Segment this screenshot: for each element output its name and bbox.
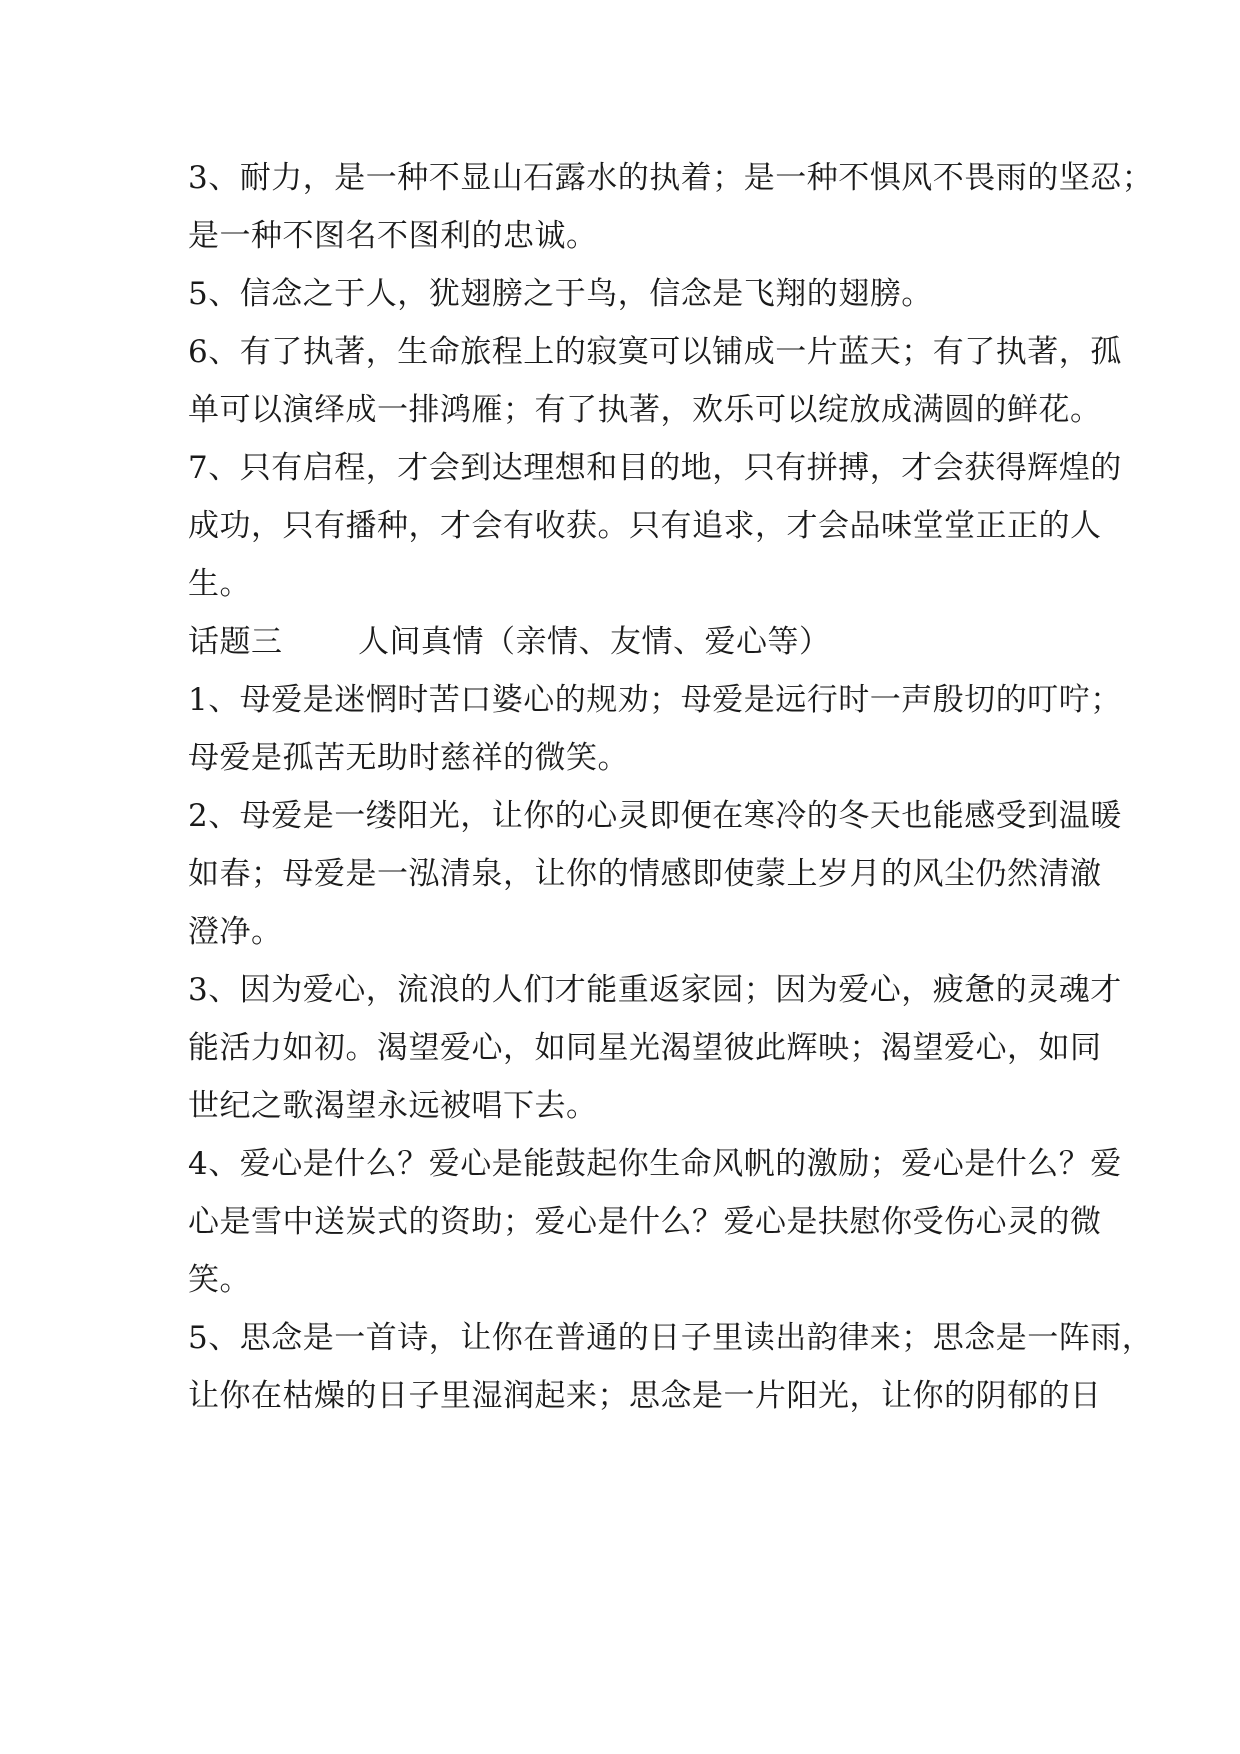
text-line: 成功，只有播种，才会有收获。只有追求，才会品味堂堂正正的人 xyxy=(188,508,1102,544)
text-line: 4、爱心是什么？爱心是能鼓起你生命风帆的激励；爱心是什么？爱 xyxy=(188,1146,1122,1182)
text-line: 是一种不图名不图利的忠诚。 xyxy=(188,218,598,254)
text-line: 笑。 xyxy=(188,1262,251,1298)
text-line: 5、信念之于人，犹翅膀之于鸟，信念是飞翔的翅膀。 xyxy=(188,276,933,312)
text-line: 3、因为爱心，流浪的人们才能重返家园；因为爱心，疲惫的灵魂才 xyxy=(188,972,1122,1008)
text-line: 心是雪中送炭式的资助；爱心是什么？爱心是扶慰你受伤心灵的微 xyxy=(188,1204,1102,1240)
text-line: 2、母爱是一缕阳光，让你的心灵即便在寒冷的冬天也能感受到温暖 xyxy=(188,798,1122,834)
text-line: 7、只有启程，才会到达理想和目的地，只有拼搏，才会获得辉煌的 xyxy=(188,450,1122,486)
text-line: 3、耐力，是一种不显山石露水的执着；是一种不惧风不畏雨的坚忍； xyxy=(188,160,1154,196)
topic-title: 人间真情（亲情、友情、爱心等） xyxy=(358,624,831,660)
text-line: 单可以演绎成一排鸿雁；有了执著，欢乐可以绽放成满圆的鲜花。 xyxy=(188,392,1102,428)
text-line: 让你在枯燥的日子里湿润起来；思念是一片阳光，让你的阴郁的日 xyxy=(188,1378,1102,1414)
text-line: 生。 xyxy=(188,566,251,602)
topic-heading xyxy=(188,622,1088,662)
text-line: 如春；母爱是一泓清泉，让你的情感即使蒙上岁月的风尘仍然清澈 xyxy=(188,856,1102,892)
topic-label: 话题三 xyxy=(188,624,283,660)
text-line: 1、母爱是迷惘时苦口婆心的规劝；母爱是远行时一声殷切的叮咛； xyxy=(188,682,1122,718)
text-line: 澄净。 xyxy=(188,914,283,950)
text-line: 5、思念是一首诗，让你在普通的日子里读出韵律来；思念是一阵雨， xyxy=(188,1320,1154,1356)
text-line: 世纪之歌渴望永远被唱下去。 xyxy=(188,1088,598,1124)
text-line: 母爱是孤苦无助时慈祥的微笑。 xyxy=(188,740,629,776)
text-line: 6、有了执著，生命旅程上的寂寞可以铺成一片蓝天；有了执著，孤 xyxy=(188,334,1122,370)
text-line: 能活力如初。渴望爱心，如同星光渴望彼此辉映；渴望爱心，如同 xyxy=(188,1030,1102,1066)
